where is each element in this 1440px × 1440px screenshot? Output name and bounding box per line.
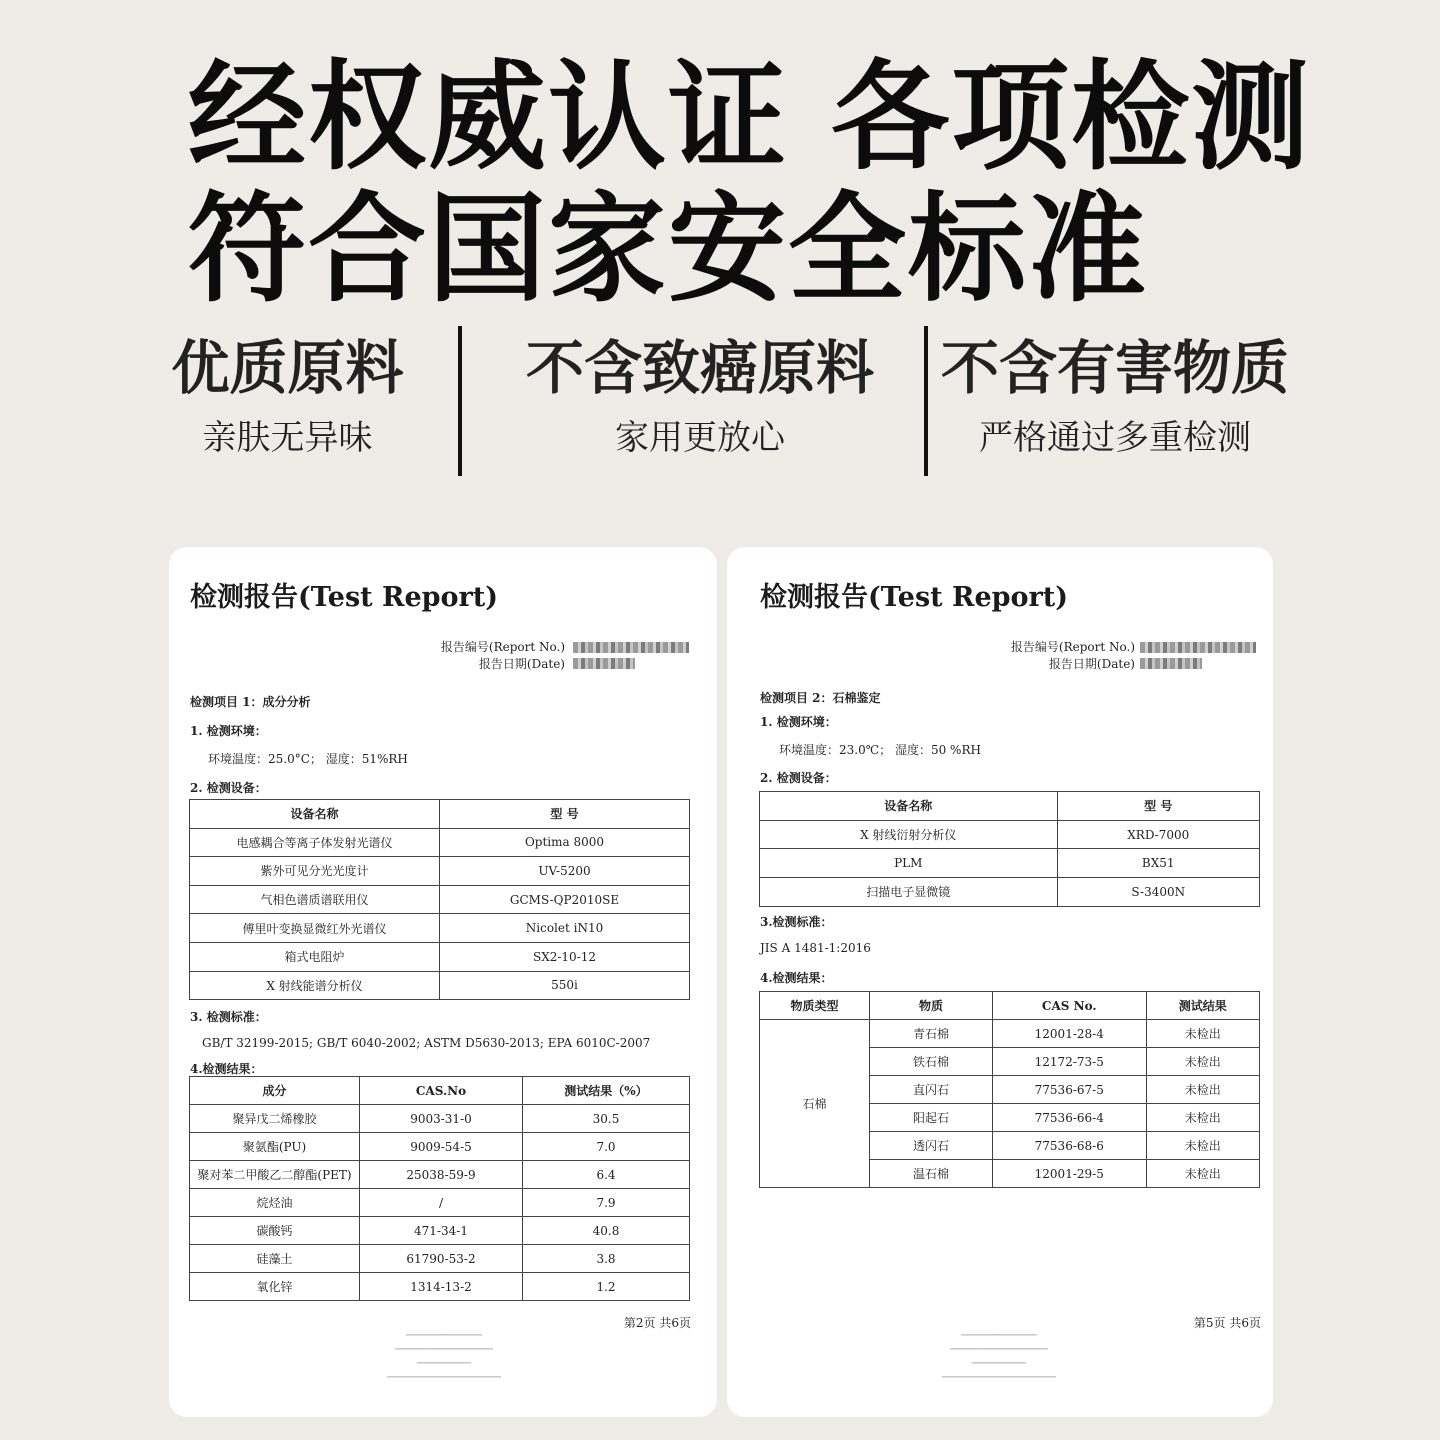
equipment-name: 傅里叶变换显微红外光谱仪 xyxy=(190,914,440,943)
test-result: 未检出 xyxy=(1146,1048,1260,1076)
table-header-row xyxy=(190,800,690,829)
test-result: 1.2 xyxy=(522,1273,689,1301)
equipment-name: X 射线衍射分析仪 xyxy=(760,820,1058,849)
composition-result-table xyxy=(189,1076,690,1301)
feature-subtitle: 严格通过多重检测 xyxy=(979,417,1251,458)
table-row xyxy=(190,942,690,971)
substance-name: 透闪石 xyxy=(870,1132,993,1160)
test-item: 检测项目 2：石棉鉴定 xyxy=(760,691,881,705)
equipment-model: BX51 xyxy=(1057,849,1260,878)
test-result: 未检出 xyxy=(1146,1076,1260,1104)
substance-name: 铁石棉 xyxy=(870,1048,993,1076)
report-number-label: 报告编号(Report No.) xyxy=(1010,640,1135,654)
test-result: 未检出 xyxy=(1146,1160,1260,1188)
page-number: 第2页 共6页 xyxy=(623,1316,691,1330)
table-row xyxy=(190,1133,690,1161)
component-name: 聚异戊二烯橡胶 xyxy=(190,1105,360,1133)
component-name: 聚氨酯(PU) xyxy=(190,1133,360,1161)
result-heading: 4.检测结果： xyxy=(190,1062,263,1076)
table-row xyxy=(190,1217,690,1245)
report-meta xyxy=(441,639,565,673)
equipment-heading: 2. 检测设备： xyxy=(190,781,267,795)
table-row xyxy=(760,849,1260,878)
substance-name: 直闪石 xyxy=(870,1076,993,1104)
standard-heading: 3.检测标准： xyxy=(760,915,833,929)
result-heading: 4.检测结果： xyxy=(760,971,833,985)
substance-name: 青石棉 xyxy=(870,1020,993,1048)
env-heading: 1. 检测环境： xyxy=(190,724,267,738)
table-header-row xyxy=(760,792,1260,821)
equipment-name: 箱式电阻炉 xyxy=(190,942,440,971)
column-header: 物质 xyxy=(870,992,993,1020)
table-row xyxy=(190,1105,690,1133)
equipment-name: 电感耦合等离子体发射光谱仪 xyxy=(190,828,440,857)
feature-title: 不含有害物质 xyxy=(940,334,1289,402)
column-header: CAS No. xyxy=(993,992,1147,1020)
cas-number: 77536-66-4 xyxy=(993,1104,1147,1132)
column-header: 测试结果 xyxy=(1146,992,1260,1020)
cas-number: 9003-31-0 xyxy=(360,1105,523,1133)
feature-no-carcinogens xyxy=(520,335,880,458)
column-header: 设备名称 xyxy=(190,800,440,829)
report-meta xyxy=(1011,639,1135,673)
report-date-label: 报告日期(Date) xyxy=(1048,657,1135,671)
column-header: 成分 xyxy=(190,1077,360,1105)
report-title: 检测报告(Test Report) xyxy=(190,582,498,613)
component-name: 烷烃油 xyxy=(190,1189,360,1217)
feature-title: 不含致癌原料 xyxy=(525,334,874,402)
equipment-model: 550i xyxy=(440,971,690,1000)
equipment-name: 扫描电子显微镜 xyxy=(760,878,1058,907)
equipment-model: SX2-10-12 xyxy=(440,942,690,971)
feature-title: 优质原料 xyxy=(171,334,404,402)
substance-name: 阳起石 xyxy=(870,1104,993,1132)
headline-line-1: 经权威认证 各项检测 xyxy=(188,48,1312,186)
test-result: 3.8 xyxy=(522,1245,689,1273)
equipment-name: X 射线能谱分析仪 xyxy=(190,971,440,1000)
equipment-model: Nicolet iN10 xyxy=(440,914,690,943)
feature-divider xyxy=(458,326,462,476)
redacted-report-date xyxy=(1140,658,1202,669)
column-header: 测试结果（%） xyxy=(522,1077,689,1105)
cas-number: 12172-73-5 xyxy=(993,1048,1147,1076)
report-number-label: 报告编号(Report No.) xyxy=(440,640,565,654)
equipment-table xyxy=(189,799,690,1000)
equipment-model: Optima 8000 xyxy=(440,828,690,857)
redacted-report-values xyxy=(573,642,689,669)
cas-number: / xyxy=(360,1189,523,1217)
table-row xyxy=(190,1273,690,1301)
feature-quality-materials xyxy=(170,335,405,458)
test-report-card-asbestos xyxy=(727,547,1273,1417)
equipment-name: 气相色谱质谱联用仪 xyxy=(190,885,440,914)
headline-line-2: 符合国家安全标准 xyxy=(188,180,1149,318)
component-name: 氧化锌 xyxy=(190,1273,360,1301)
feature-subtitle: 亲肤无异味 xyxy=(202,417,373,458)
table-row xyxy=(760,878,1260,907)
env-text: 环境温度：25.0°C； 湿度：51%RH xyxy=(208,752,408,766)
equipment-model: GCMS-QP2010SE xyxy=(440,885,690,914)
test-result: 40.8 xyxy=(522,1217,689,1245)
standard-heading: 3. 检测标准： xyxy=(190,1010,267,1024)
table-row xyxy=(760,1020,1260,1048)
report-title: 检测报告(Test Report) xyxy=(760,582,1068,613)
test-report-card-composition xyxy=(169,547,717,1417)
standard-text: JIS A 1481-1:2016 xyxy=(760,941,871,955)
table-row xyxy=(190,828,690,857)
asbestos-result-table xyxy=(759,991,1260,1188)
equipment-name: 紫外可见分光光度计 xyxy=(190,857,440,886)
substance-name: 温石棉 xyxy=(870,1160,993,1188)
table-header-row xyxy=(190,1077,690,1105)
equipment-table xyxy=(759,791,1260,907)
table-row xyxy=(190,857,690,886)
cas-number: 77536-68-6 xyxy=(993,1132,1147,1160)
table-row xyxy=(190,971,690,1000)
cas-number: 12001-28-4 xyxy=(993,1020,1147,1048)
env-heading: 1. 检测环境： xyxy=(760,715,837,729)
table-row xyxy=(190,885,690,914)
cas-number: 1314-13-2 xyxy=(360,1273,523,1301)
test-result: 7.9 xyxy=(522,1189,689,1217)
test-result: 未检出 xyxy=(1146,1020,1260,1048)
cas-number: 471-34-1 xyxy=(360,1217,523,1245)
table-header-row xyxy=(760,992,1260,1020)
lab-footer-watermark: ━━━━━━━━━━━━━━ ━━━━━━━━━━━━━━━━━━ ━━━━━━━━━━ ━━━━━━━━━━━━━━━━━━━━━ xyxy=(942,1331,1056,1383)
table-row xyxy=(190,1161,690,1189)
column-header: CAS.No xyxy=(360,1077,523,1105)
equipment-name: PLM xyxy=(760,849,1058,878)
test-item: 检测项目 1：成分分析 xyxy=(190,695,311,709)
cas-number: 61790-53-2 xyxy=(360,1245,523,1273)
table-row xyxy=(190,1245,690,1273)
substance-type: 石棉 xyxy=(760,1020,870,1188)
component-name: 聚对苯二甲酸乙二醇酯(PET) xyxy=(190,1161,360,1189)
redacted-report-values xyxy=(1140,642,1256,669)
column-header: 型 号 xyxy=(440,800,690,829)
feature-subtitle: 家用更放心 xyxy=(615,417,785,458)
feature-divider xyxy=(924,326,928,476)
equipment-heading: 2. 检测设备： xyxy=(760,771,837,785)
test-result: 6.4 xyxy=(522,1161,689,1189)
env-text: 环境温度：23.0℃； 湿度：50 %RH xyxy=(779,743,981,757)
table-row xyxy=(760,820,1260,849)
table-row xyxy=(190,914,690,943)
column-header: 型 号 xyxy=(1057,792,1260,821)
component-name: 碳酸钙 xyxy=(190,1217,360,1245)
test-result: 30.5 xyxy=(522,1105,689,1133)
cas-number: 25038-59-9 xyxy=(360,1161,523,1189)
equipment-model: UV-5200 xyxy=(440,857,690,886)
test-result: 7.0 xyxy=(522,1133,689,1161)
report-date-label: 报告日期(Date) xyxy=(478,657,565,671)
page-number: 第5页 共6页 xyxy=(1193,1316,1261,1330)
column-header: 设备名称 xyxy=(760,792,1058,821)
redacted-report-number xyxy=(1140,642,1256,653)
column-header: 物质类型 xyxy=(760,992,870,1020)
cas-number: 12001-29-5 xyxy=(993,1160,1147,1188)
redacted-report-date xyxy=(573,658,635,669)
standard-text: GB/T 32199-2015; GB/T 6040-2002; ASTM D5630-2013; EPA 6010C-2007 xyxy=(202,1036,651,1050)
test-result: 未检出 xyxy=(1146,1104,1260,1132)
feature-no-harmful-substances xyxy=(940,335,1290,458)
equipment-model: XRD-7000 xyxy=(1057,820,1260,849)
table-row xyxy=(190,1189,690,1217)
redacted-report-number xyxy=(573,642,689,653)
equipment-model: S-3400N xyxy=(1057,878,1260,907)
test-result: 未检出 xyxy=(1146,1132,1260,1160)
lab-footer-watermark: ━━━━━━━━━━━━━━ ━━━━━━━━━━━━━━━━━━ ━━━━━━━━━━ ━━━━━━━━━━━━━━━━━━━━━ xyxy=(387,1331,501,1383)
component-name: 硅藻土 xyxy=(190,1245,360,1273)
cas-number: 9009-54-5 xyxy=(360,1133,523,1161)
cas-number: 77536-67-5 xyxy=(993,1076,1147,1104)
